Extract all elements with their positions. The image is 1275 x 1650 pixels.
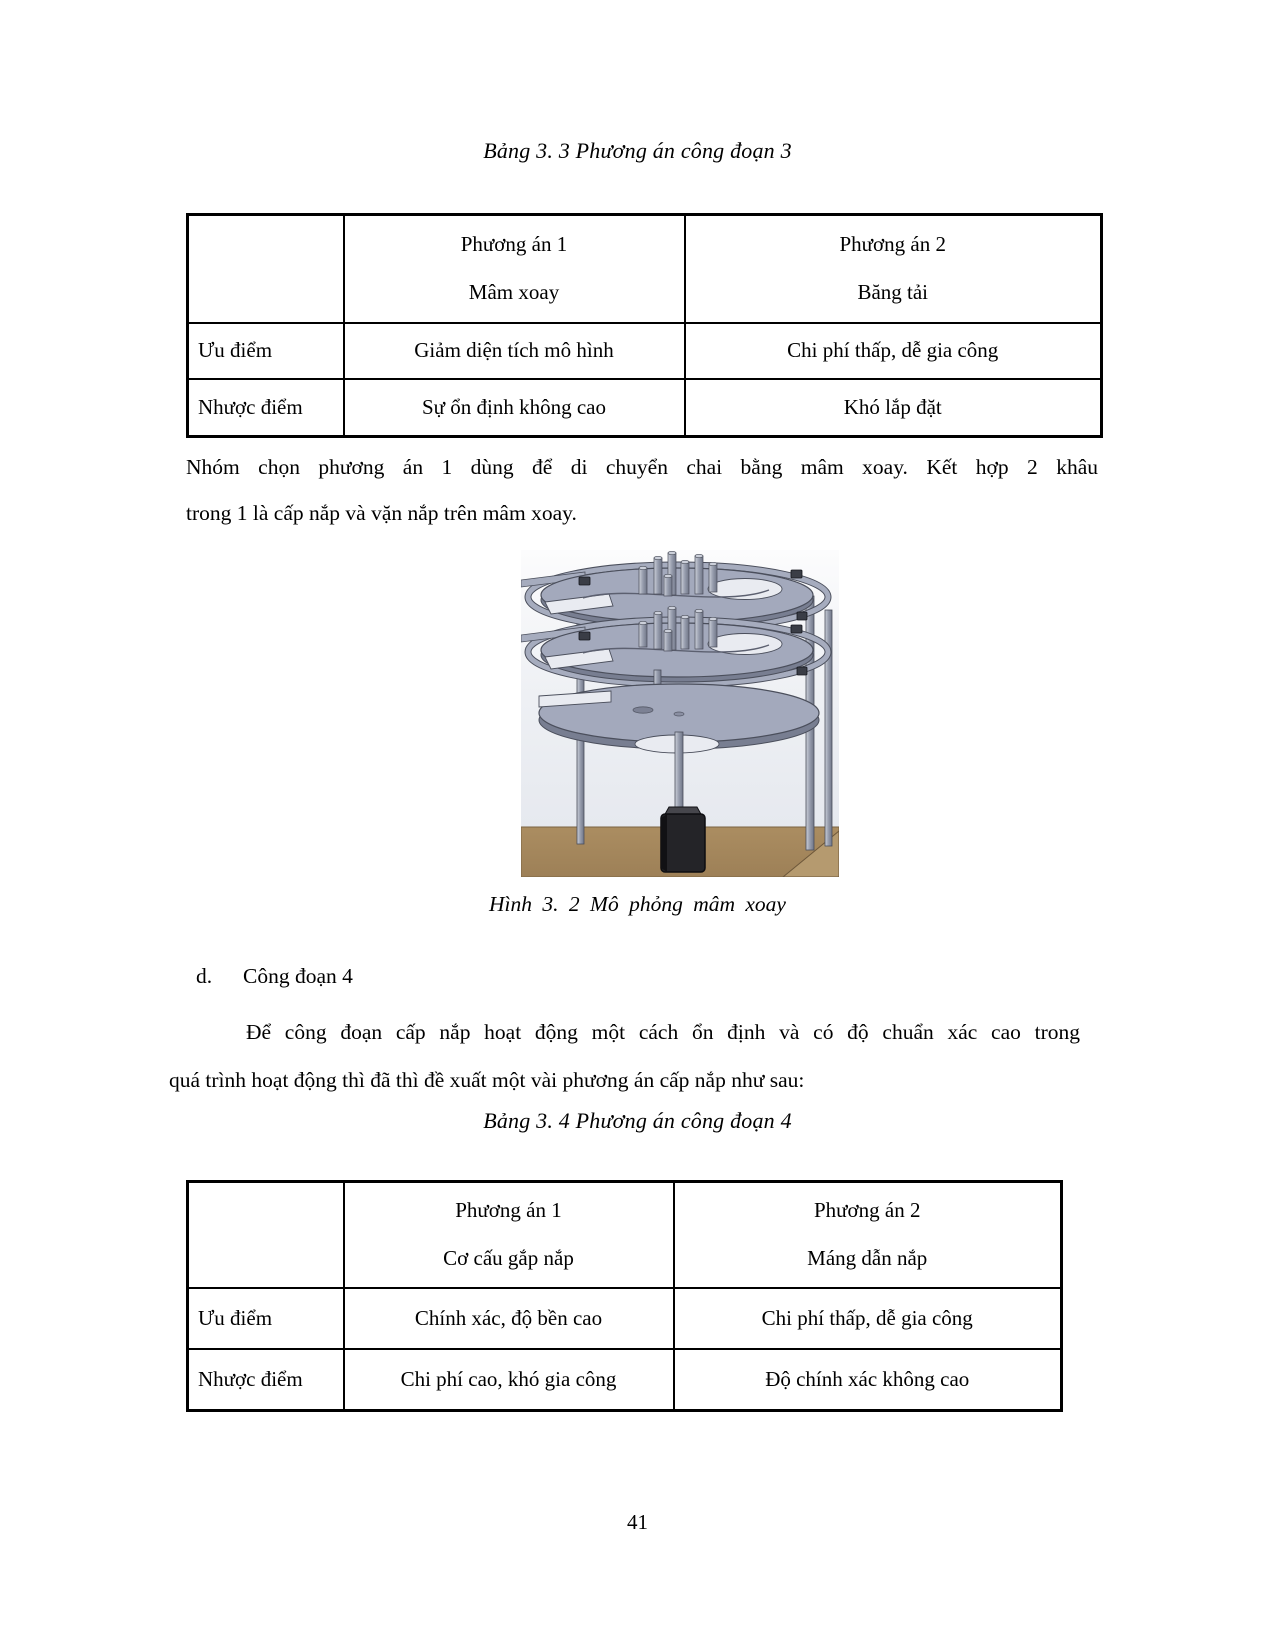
table-row <box>188 1288 1062 1349</box>
row-label: Ưu điểm <box>188 323 344 379</box>
table3 <box>186 213 1103 438</box>
option2-sub: Băng tải <box>857 280 929 305</box>
table-row <box>188 323 1102 379</box>
cell-option1: Sự ổn định không cao <box>344 379 685 437</box>
section-d-heading <box>196 964 353 989</box>
table4-header-option1 <box>344 1182 674 1288</box>
paragraph-line: trong 1 là cấp nắp và vặn nắp trên mâm xoay. <box>186 501 577 525</box>
table3-header-option2 <box>685 215 1102 323</box>
table4-header-option2 <box>674 1182 1062 1288</box>
table3-header-option1 <box>344 215 685 323</box>
stepper-motor <box>661 807 705 872</box>
section-d-title: Công đoạn 4 <box>243 964 353 988</box>
paragraph-after-table3 <box>186 444 1098 536</box>
option2-name: Phương án 2 <box>814 1198 921 1223</box>
table4-header-row <box>188 1182 1062 1288</box>
row-label: Nhược điểm <box>188 1349 344 1411</box>
option2-sub: Máng dẫn nắp <box>807 1246 928 1271</box>
section-d-marker: d. <box>196 964 213 988</box>
table3-header-row <box>188 215 1102 323</box>
option1-name: Phương án 1 <box>455 1198 562 1223</box>
paragraph-section-d <box>169 1008 1080 1104</box>
table4-corner-cell <box>188 1182 344 1288</box>
figure-caption: Hình 3. 2 Mô phỏng mâm xoay <box>489 892 786 916</box>
cell-option1: Chính xác, độ bền cao <box>344 1288 674 1349</box>
option1-name: Phương án 1 <box>460 232 568 257</box>
cell-option2: Khó lắp đặt <box>685 379 1102 437</box>
cell-option2: Chi phí thấp, dễ gia công <box>674 1288 1062 1349</box>
page-number: 41 <box>627 1510 648 1534</box>
rotary-table-3d-model <box>521 550 839 877</box>
paragraph-line: Nhóm chọn phương án 1 dùng để di chuyển chai bằng mâm xoay. Kết hợp 2 khâu <box>186 455 1098 479</box>
cell-option1: Giảm diện tích mô hình <box>344 323 685 379</box>
row-label: Nhược điểm <box>188 379 344 437</box>
option2-name: Phương án 2 <box>839 232 946 257</box>
table3-title: Bảng 3. 3 Phương án công đoạn 3 <box>483 138 792 163</box>
table4-title: Bảng 3. 4 Phương án công đoạn 4 <box>483 1108 792 1133</box>
paragraph-line: Để công đoạn cấp nắp hoạt động một cách ổn định và có độ chuẩn xác cao trong <box>246 1020 1080 1044</box>
table-row <box>188 379 1102 437</box>
cell-option1: Chi phí cao, khó gia công <box>344 1349 674 1411</box>
figure-mam-xoay-render <box>521 550 839 877</box>
row-label: Ưu điểm <box>188 1288 344 1349</box>
paragraph-line: quá trình hoạt động thì đã thì đề xuất một vài phương án cấp nắp như sau: <box>169 1068 805 1092</box>
cell-option2: Độ chính xác không cao <box>674 1349 1062 1411</box>
table4 <box>186 1180 1063 1412</box>
table-row <box>188 1349 1062 1411</box>
option1-sub: Mâm xoay <box>468 280 560 305</box>
table3-corner-cell <box>188 215 344 323</box>
cell-option2: Chi phí thấp, dễ gia công <box>685 323 1102 379</box>
option1-sub: Cơ cấu gắp nắp <box>443 1246 574 1271</box>
